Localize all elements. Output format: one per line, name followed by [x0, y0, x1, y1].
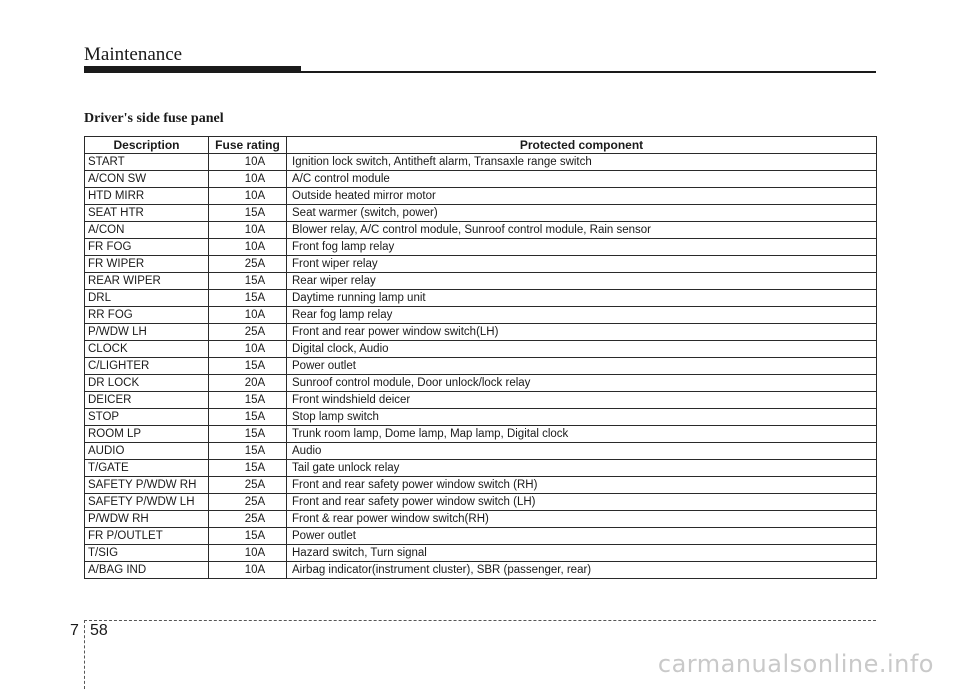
table-row [85, 188, 877, 205]
table-row [85, 222, 877, 239]
fuse-rating-cell: 15A [209, 290, 287, 307]
table-row [85, 409, 877, 426]
protected-component-cell: Hazard switch, Turn signal [287, 545, 877, 562]
protected-component-cell: Outside heated mirror motor [287, 188, 877, 205]
description-cell: SAFETY P/WDW LH [85, 494, 209, 511]
fuse-rating-cell: 15A [209, 409, 287, 426]
fuse-rating-cell: 25A [209, 256, 287, 273]
table-row [85, 511, 877, 528]
protected-component-cell: Daytime running lamp unit [287, 290, 877, 307]
description-cell: SAFETY P/WDW RH [85, 477, 209, 494]
table-row [85, 562, 877, 579]
protected-component-cell: Front windshield deicer [287, 392, 877, 409]
description-cell: DEICER [85, 392, 209, 409]
fuse-rating-cell: 20A [209, 375, 287, 392]
column-header-fuse-rating: Fuse rating [209, 137, 287, 154]
fuse-rating-cell: 15A [209, 358, 287, 375]
description-cell: HTD MIRR [85, 188, 209, 205]
protected-component-cell: Power outlet [287, 528, 877, 545]
description-cell: A/BAG IND [85, 562, 209, 579]
footer-rule [84, 620, 876, 621]
fuse-rating-cell: 10A [209, 188, 287, 205]
table-row [85, 273, 877, 290]
fuse-rating-cell: 15A [209, 273, 287, 290]
footer-divider [84, 620, 85, 689]
table-row [85, 239, 877, 256]
description-cell: FR WIPER [85, 256, 209, 273]
protected-component-cell: Front and rear safety power window switch (RH) [287, 477, 877, 494]
description-cell: STOP [85, 409, 209, 426]
table-row [85, 341, 877, 358]
fuse-rating-cell: 25A [209, 511, 287, 528]
description-cell: CLOCK [85, 341, 209, 358]
fuse-rating-cell: 10A [209, 545, 287, 562]
description-cell: DRL [85, 290, 209, 307]
protected-component-cell: Airbag indicator(instrument cluster), SBR (passenger, rear) [287, 562, 877, 579]
table-row [85, 324, 877, 341]
fuse-rating-cell: 10A [209, 222, 287, 239]
protected-component-cell: Rear fog lamp relay [287, 307, 877, 324]
fuse-table [84, 136, 877, 579]
protected-component-cell: Blower relay, A/C control module, Sunroof control module, Rain sensor [287, 222, 877, 239]
table-body [85, 154, 877, 579]
description-cell: A/CON [85, 222, 209, 239]
protected-component-cell: Sunroof control module, Door unlock/lock relay [287, 375, 877, 392]
table-row [85, 460, 877, 477]
protected-component-cell: Front fog lamp relay [287, 239, 877, 256]
fuse-rating-cell: 10A [209, 562, 287, 579]
table-row [85, 443, 877, 460]
table-row [85, 205, 877, 222]
fuse-rating-cell: 10A [209, 341, 287, 358]
description-cell: START [85, 154, 209, 171]
protected-component-cell: Ignition lock switch, Antitheft alarm, Transaxle range switch [287, 154, 877, 171]
protected-component-cell: Rear wiper relay [287, 273, 877, 290]
protected-component-cell: Audio [287, 443, 877, 460]
fuse-rating-cell: 15A [209, 392, 287, 409]
description-cell: AUDIO [85, 443, 209, 460]
description-cell: SEAT HTR [85, 205, 209, 222]
fuse-rating-cell: 15A [209, 443, 287, 460]
description-cell: FR P/OUTLET [85, 528, 209, 545]
protected-component-cell: A/C control module [287, 171, 877, 188]
protected-component-cell: Digital clock, Audio [287, 341, 877, 358]
fuse-rating-cell: 15A [209, 460, 287, 477]
description-cell: T/SIG [85, 545, 209, 562]
fuse-rating-cell: 10A [209, 154, 287, 171]
column-header-protected-component: Protected component [287, 137, 877, 154]
table-row [85, 358, 877, 375]
fuse-rating-cell: 25A [209, 494, 287, 511]
fuse-rating-cell: 25A [209, 324, 287, 341]
description-cell: A/CON SW [85, 171, 209, 188]
description-cell: C/LIGHTER [85, 358, 209, 375]
fuse-rating-cell: 15A [209, 426, 287, 443]
protected-component-cell: Front and rear power window switch(LH) [287, 324, 877, 341]
table-row [85, 154, 877, 171]
table-row [85, 307, 877, 324]
fuse-rating-cell: 15A [209, 205, 287, 222]
table-row [85, 528, 877, 545]
protected-component-cell: Seat warmer (switch, power) [287, 205, 877, 222]
fuse-rating-cell: 10A [209, 307, 287, 324]
table-row [85, 545, 877, 562]
fuse-rating-cell: 10A [209, 171, 287, 188]
column-header-description: Description [85, 137, 209, 154]
watermark-text: carmanualsonline.info [657, 650, 934, 678]
table-row [85, 426, 877, 443]
table-row [85, 171, 877, 188]
description-cell: P/WDW LH [85, 324, 209, 341]
section-title: Driver's side fuse panel [84, 111, 224, 126]
table-row [85, 256, 877, 273]
protected-component-cell: Stop lamp switch [287, 409, 877, 426]
header-rule [84, 71, 876, 73]
page-header-title: Maintenance [84, 44, 183, 65]
page-number: 58 [90, 622, 108, 639]
description-cell: T/GATE [85, 460, 209, 477]
chapter-number: 7 [70, 622, 79, 639]
description-cell: P/WDW RH [85, 511, 209, 528]
table-row [85, 290, 877, 307]
fuse-rating-cell: 10A [209, 239, 287, 256]
protected-component-cell: Front and rear safety power window switch (LH) [287, 494, 877, 511]
fuse-rating-cell: 25A [209, 477, 287, 494]
protected-component-cell: Tail gate unlock relay [287, 460, 877, 477]
table-row [85, 375, 877, 392]
table-header-row [85, 137, 877, 154]
protected-component-cell: Front & rear power window switch(RH) [287, 511, 877, 528]
description-cell: DR LOCK [85, 375, 209, 392]
protected-component-cell: Front wiper relay [287, 256, 877, 273]
table-row [85, 494, 877, 511]
fuse-rating-cell: 15A [209, 528, 287, 545]
description-cell: RR FOG [85, 307, 209, 324]
description-cell: ROOM LP [85, 426, 209, 443]
table-row [85, 392, 877, 409]
table-row [85, 477, 877, 494]
description-cell: REAR WIPER [85, 273, 209, 290]
protected-component-cell: Power outlet [287, 358, 877, 375]
protected-component-cell: Trunk room lamp, Dome lamp, Map lamp, Digital clock [287, 426, 877, 443]
description-cell: FR FOG [85, 239, 209, 256]
